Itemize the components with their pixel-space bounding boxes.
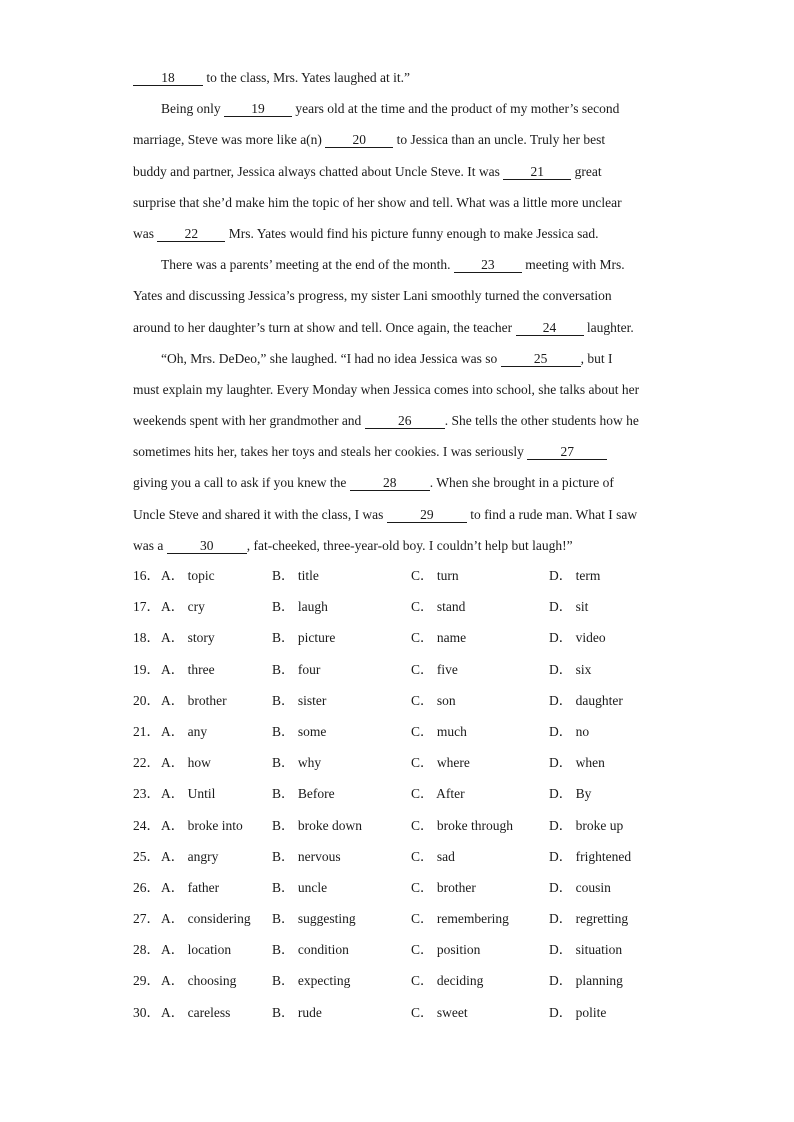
option-b: B． picture xyxy=(272,630,336,646)
option-a: A． brother xyxy=(161,692,227,708)
question-row-16 xyxy=(133,560,693,591)
passage-line: 18 to the class, Mrs. Yates laughed at it.” xyxy=(133,62,663,93)
blank-19: 19 xyxy=(224,102,292,117)
question-number: 21． xyxy=(133,723,160,739)
question-row-27 xyxy=(133,903,693,934)
option-c: C． name xyxy=(411,630,467,646)
option-a: A． three xyxy=(161,661,215,677)
question-number: 27． xyxy=(133,911,160,927)
passage-line: Yates and discussing Jessica’s progress, my sister Lani smoothly turned the conversation xyxy=(133,288,612,304)
question-row-24 xyxy=(133,810,693,841)
option-b: B． title xyxy=(272,568,319,583)
option-c: C． stand xyxy=(411,599,466,615)
question-number: 30． xyxy=(133,1004,160,1020)
option-a: A． how xyxy=(161,755,211,771)
option-a: A． location xyxy=(161,942,232,958)
question-row-21 xyxy=(133,716,693,747)
passage-line: around to her daughter’s turn at show and tell. Once again, the teacher 24 laughter. xyxy=(133,319,634,335)
question-number: 24． xyxy=(133,817,160,833)
question-row-19 xyxy=(133,654,693,685)
question-number: 26． xyxy=(133,879,160,895)
option-a: A． any xyxy=(161,723,208,739)
question-row-29 xyxy=(133,965,693,996)
option-d: D． situation xyxy=(549,942,623,958)
option-b: B． laugh xyxy=(272,599,328,615)
question-number: 29． xyxy=(133,973,160,989)
option-d: D． daughter xyxy=(549,692,623,708)
blank-26: 26 xyxy=(365,414,445,429)
option-a: A． choosing xyxy=(161,973,237,989)
option-b: B． uncle xyxy=(272,879,328,895)
option-b: B． rude xyxy=(272,1004,322,1020)
question-number: 17． xyxy=(133,599,160,615)
option-c: C． position xyxy=(411,942,481,958)
option-c: C． deciding xyxy=(411,973,484,989)
question-number: 18． xyxy=(133,630,160,646)
option-d: D． term xyxy=(549,568,601,583)
option-b: B． condition xyxy=(272,942,349,958)
option-d: D． no xyxy=(549,723,590,739)
passage-line: Being only 19 years old at the time and the product of my mother’s second xyxy=(161,101,620,117)
passage-line: sometimes hits her, takes her toys and steals her cookies. I was seriously 27 xyxy=(133,436,663,467)
blank-23: 23 xyxy=(454,258,522,273)
passage-line: must explain my laughter. Every Monday when Jessica comes into school, she talks about her xyxy=(133,381,640,397)
question-row-26 xyxy=(133,872,693,903)
option-b: B． four xyxy=(272,661,321,677)
option-a: A． father xyxy=(161,879,220,895)
option-b: B． nervous xyxy=(272,848,341,864)
option-c: C． sweet xyxy=(411,1004,468,1020)
option-a: A． angry xyxy=(161,848,219,864)
passage-line: surprise that she’d make him the topic of her show and tell. What was a little more unclear xyxy=(133,194,622,210)
option-a: A． story xyxy=(161,630,215,646)
option-d: D． frightened xyxy=(549,848,632,864)
question-number: 19． xyxy=(133,661,160,677)
blank-25: 25 xyxy=(501,352,581,367)
option-d: D． By xyxy=(549,786,592,802)
option-a: A． careless xyxy=(161,1004,231,1020)
passage-line: marriage, Steve was more like a(n) 20 to Jessica than an uncle. Truly her best xyxy=(133,132,606,148)
passage-line: was a 30 , fat-cheeked, three-year-old boy. I couldn’t help but laugh!” xyxy=(133,537,573,553)
option-b: B． broke down xyxy=(272,817,362,833)
passage-line: Uncle Steve and shared it with the class, I was 29 to find a rude man. What I saw xyxy=(133,506,638,522)
option-b: B． suggesting xyxy=(272,911,356,927)
option-a: A． Until xyxy=(161,786,216,802)
option-d: D． cousin xyxy=(549,879,611,895)
option-d: D． regretting xyxy=(549,911,629,927)
option-c: C． turn xyxy=(411,568,459,583)
question-row-30 xyxy=(133,997,693,1028)
option-d: D． video xyxy=(549,630,606,646)
option-d: D． broke up xyxy=(549,817,624,833)
option-d: D． when xyxy=(549,755,605,771)
question-number: 23． xyxy=(133,786,160,802)
question-number: 16． xyxy=(133,568,160,583)
passage-line: There was a parents’ meeting at the end of the month. 23 meeting with Mrs. xyxy=(161,257,625,273)
passage-line: weekends spent with her grandmother and 26 . She tells the other students how he xyxy=(133,413,639,429)
option-c: C． After xyxy=(411,786,465,802)
question-number: 22． xyxy=(133,755,160,771)
question-number: 28． xyxy=(133,942,160,958)
option-d: D． polite xyxy=(549,1004,607,1020)
option-a: A． considering xyxy=(161,911,251,927)
blank-28: 28 xyxy=(350,476,430,491)
option-a: A． topic xyxy=(161,568,215,583)
option-c: C． son xyxy=(411,692,456,708)
cloze-passage xyxy=(133,62,663,561)
answer-options xyxy=(133,560,693,1028)
blank-29: 29 xyxy=(387,508,467,523)
question-number: 25． xyxy=(133,848,160,864)
option-c: C． sad xyxy=(411,848,455,864)
option-b: B． why xyxy=(272,755,322,771)
blank-30: 30 xyxy=(167,539,247,554)
option-b: B． some xyxy=(272,723,327,739)
blank-18: 18 xyxy=(133,71,203,86)
option-d: D． six xyxy=(549,661,592,677)
question-row-28 xyxy=(133,934,693,965)
question-row-18 xyxy=(133,622,693,653)
option-a: A． broke into xyxy=(161,817,243,833)
option-b: B． expecting xyxy=(272,973,351,989)
option-c: C． broke through xyxy=(411,817,513,833)
blank-20: 20 xyxy=(325,133,393,148)
question-row-20 xyxy=(133,685,693,716)
blank-24: 24 xyxy=(516,321,584,336)
option-c: C． remembering xyxy=(411,911,509,927)
passage-line: giving you a call to ask if you knew the 28 . When she brought in a picture of xyxy=(133,475,614,491)
passage-line: buddy and partner, Jessica always chatted about Uncle Steve. It was 21 great xyxy=(133,163,602,179)
blank-21: 21 xyxy=(503,165,571,180)
option-c: C． five xyxy=(411,661,458,677)
option-b: B． Before xyxy=(272,786,335,802)
option-b: B． sister xyxy=(272,692,327,708)
option-c: C． much xyxy=(411,723,467,739)
option-c: C． where xyxy=(411,755,470,771)
question-row-25 xyxy=(133,841,693,872)
question-row-17 xyxy=(133,591,693,622)
blank-22: 22 xyxy=(157,227,225,242)
passage-line: was 22 Mrs. Yates would find his picture funny enough to make Jessica sad. xyxy=(133,225,599,241)
option-d: D． sit xyxy=(549,599,589,615)
question-number: 20． xyxy=(133,692,160,708)
option-a: A． cry xyxy=(161,599,205,615)
option-d: D． planning xyxy=(549,973,623,989)
blank-27: 27 xyxy=(527,445,607,460)
passage-line: “Oh, Mrs. DeDeo,” she laughed. “I had no idea Jessica was so 25 , but I xyxy=(161,350,613,366)
option-c: C． brother xyxy=(411,879,476,895)
question-row-22 xyxy=(133,747,693,778)
question-row-23 xyxy=(133,778,693,809)
